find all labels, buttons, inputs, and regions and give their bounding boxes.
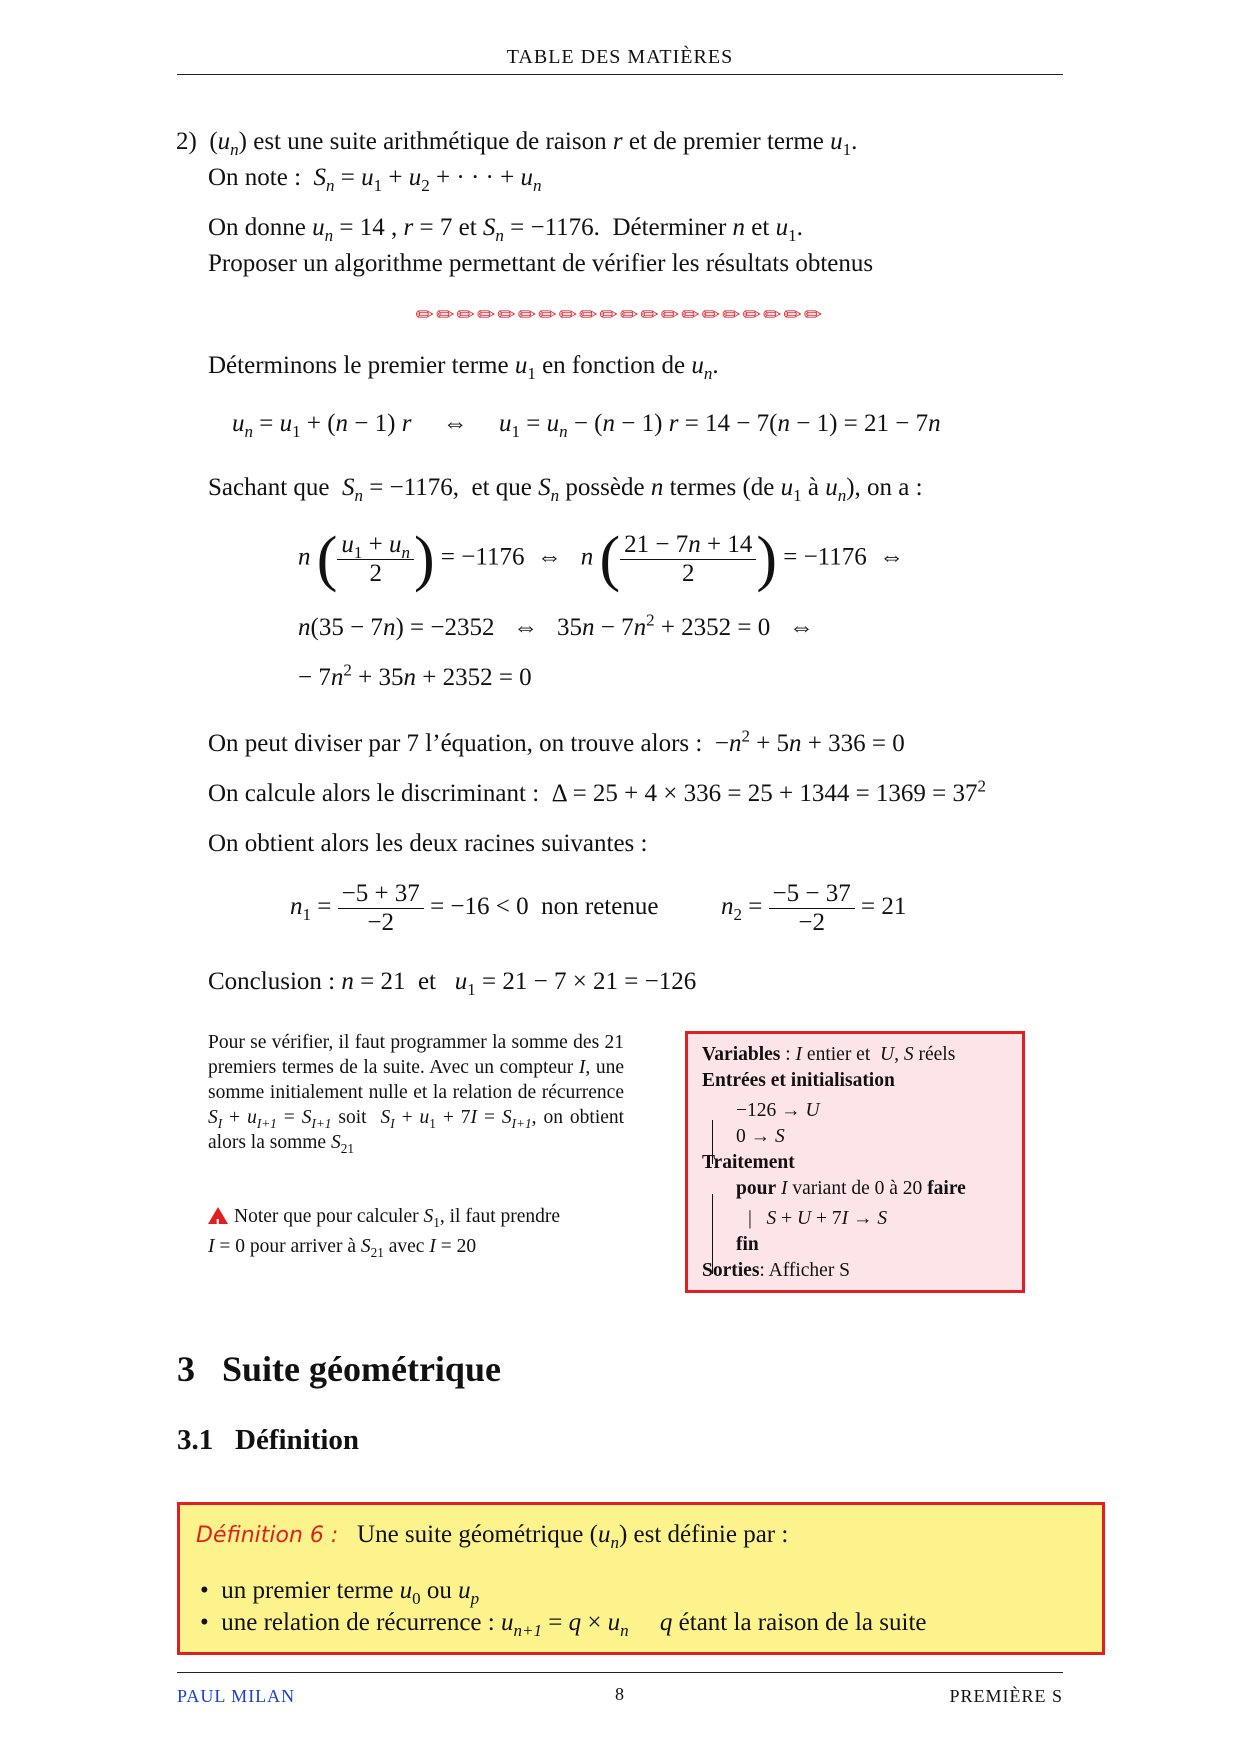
algo-for-line: pour I variant de 0 à 20 faire [736,1178,966,1199]
equation-u1: $u_n = u_1 + (n - 1)$ r ⇔ $u_1 = u_n - (n - 1) r = 14 - 7(n - 1) = 21 - 7n$ [232,410,941,441]
algo-init-label: Entrées et initialisation [702,1070,895,1091]
footer-rule [177,1672,1063,1673]
solution-roots-intro: On obtient alors les deux racines suivantes : [208,830,648,857]
algo-variables: Variables : I entier et U, S réels [702,1044,956,1065]
algo-init-1: −126 → U [736,1100,820,1121]
header-rule [177,74,1063,75]
definition-box [177,1502,1105,1655]
footer-author: PAUL MILAN [177,1686,296,1706]
definition-title: Définition 6 : [196,1523,339,1548]
solution-line-2: Sachant que $S_n = -1176$, et que $S_n$ possède n termes (de $u_1$ à $u_n$), on a : [208,474,923,505]
equation-sum: n ( $\frac{u_1 + u_n}{2}$ ) = −1176 ⇔ n ( $\frac{21 - 7n + 14}{2}$ ) = −1176 ⇔ [298,525,905,593]
definition-heading: Définition 6 : Une suite géométrique $(u_n)$ est définie par : [196,1521,789,1552]
section-title: 3 Suite géométrique [177,1349,501,1389]
algo-body: | S + U + 7I → S [748,1208,888,1229]
solution-line-1: Déterminons le premier terme $u_1$ en fonction de $u_n$. [208,352,719,383]
verification-paragraph: Pour se vérifier, il faut programmer la somme des 21 premiers termes de la suite. Avec un compteur I, une somme initialement nulle et la relation de récurrence $S_I + u_{I+1} = S_{I+1}$ soit $S_I + u_1 + 7I = S_{I+1}$, on obtient alors la somme $S_{21}$ [208,1032,625,1156]
solution-divide: On peut diviser par 7 l’équation, on trouve alors : $-n^2 + 5n + 336 = 0$ [208,726,905,757]
exercise-line-2: On note : $S_n = u_1 + u_2$ + · · · + $u_n$ [208,164,542,195]
algorithm-box [685,1031,1025,1293]
page-number: 8 [615,1684,625,1704]
definition-item-2: • une relation de récurrence : $u_{n+1} = q \times u_n$ q étant la raison de la suite [200,1609,927,1640]
equation-quadratic: − $7n^2 + 35n + 2352 = 0$ [298,660,532,691]
equation-expand: n(35 − 7n) = −2352 ⇔ $35n - 7n^2 + 2352 = 0$ ⇔ [298,610,815,641]
algo-treatment-label: Traitement [702,1152,795,1173]
warning-icon [208,1207,228,1224]
exercise-line-4: Proposer un algorithme permettant de vérifier les résultats obtenus [208,250,874,277]
solution-discriminant: On calcule alors le discriminant : $\Delta = 25 + 4 \times 336 = 25 + 1344 = 1369 = 37^2$ [208,776,987,807]
verification-warning: !Noter que pour calculer $S_1$, il faut prendre I = 0 pour arriver à $S_{21}$ avec I = 20 [208,1202,628,1262]
definition-item-1: • un premier terme $u_0$ ou $u_p$ [200,1577,480,1608]
algo-end: fin [736,1234,759,1255]
algo-output: Sorties: Afficher S [702,1260,851,1281]
algo-treatment-bar [712,1194,713,1274]
pencil-separator-icon: ✏✏✏✏✏✏✏✏✏✏✏✏✏✏✏✏✏✏✏✏ [415,302,825,327]
running-header: TABLE DES MATIÈRES [506,46,734,68]
footer-class: PREMIÈRE S [949,1686,1063,1706]
solution-conclusion: Conclusion : n = 21 et $u_1 = 21 - 7 \times 21 = -126$ [208,968,697,999]
subsection-title: 3.1 Définition [177,1424,360,1456]
exercise-line-3: On donne $u_n = 14$ , r = 7 et $S_n = -1176$. Déterminer n et $u_1$. [208,214,803,245]
algo-init-2: 0 → S [736,1126,785,1147]
algo-init-bar [712,1120,713,1164]
equation-roots: $n_1$ = $\frac{-5 + 37}{-2}$ = −16 < 0 non retenue $n_2$ = $\frac{-5 - 37}{-2}$ = 21 [290,880,907,936]
exercise-line-1: 2) $(u_n)$ est une suite arithmétique de raison r et de premier terme $u_1$. [176,128,858,159]
